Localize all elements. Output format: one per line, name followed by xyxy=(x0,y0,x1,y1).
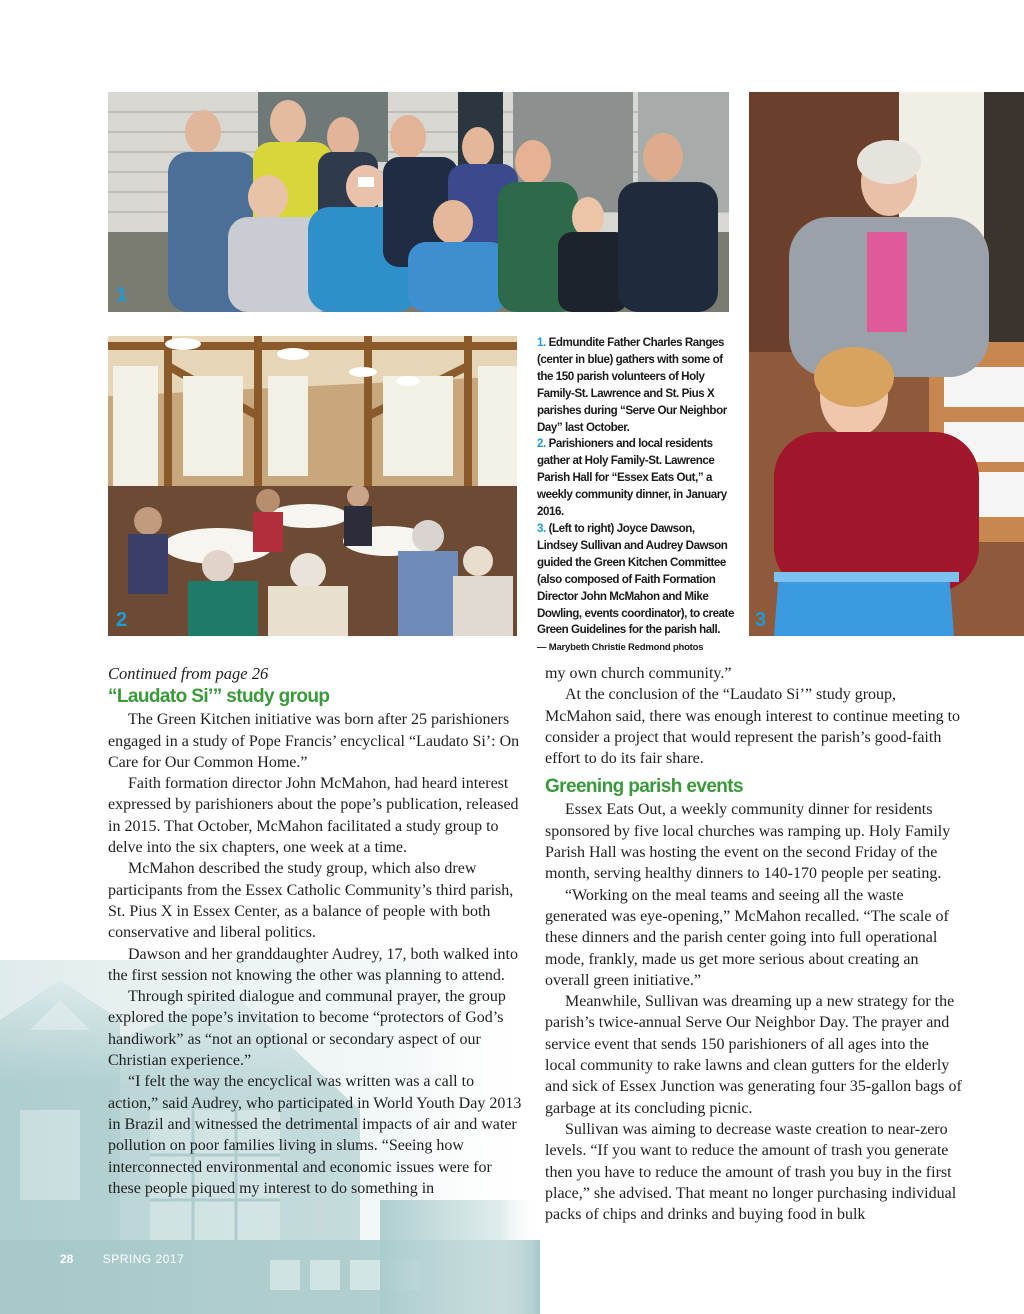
paragraph-continuation: my own church community.” xyxy=(545,665,732,682)
photo-number-2: 2 xyxy=(116,609,128,631)
paragraph: Sullivan was aiming to decrease waste creation to near-zero levels. “If you want to reduce the amount of trash you generate then you have to reduce the amount of trash you buy in the first place,” she advised. That meant no longer purchasing individual packs of chips and drinks and buying food in bulk xyxy=(545,1120,957,1224)
page-footer xyxy=(60,1252,184,1266)
caption-text-3: (Left to right) Joyce Dawson, Lindsey Sullivan and Audrey Dawson guided the Green Kitchen Committee (also composed of Faith Formation Director John McMahon and Mike Dowling, events coordinator), to create Green Guidelines for the parish hall. xyxy=(537,521,734,637)
paragraph: Faith formation director John McMahon, had heard interest expressed by parishioners about the pope’s publication, released in 2015. That October, McMahon facilitated a study group to delve into the six chapters, one week at a time. xyxy=(108,775,519,857)
caption-number-1: 1. xyxy=(537,336,546,349)
section-heading-study-group: “Laudato Si’” study group xyxy=(108,686,330,708)
paragraph: Essex Eats Out, a weekly community dinner for residents sponsored by five local churches was ramping up. Holy Family Parish Hall was hosting the event on the second Friday of the month, serving healthy dinners to 140-170 people per seating. xyxy=(545,801,951,883)
caption-text-1: Edmundite Father Charles Ranges (center in blue) gathers with some of the 150 parish volunteers of Holy Family-St. Lawrence and St. Pius X parishes during “Serve Our Neighbor Day” last October. xyxy=(537,336,727,434)
paragraph: Through spirited dialogue and communal prayer, the group explored the pope’s invitation to become “protectors of God’s handiwork” as “not an optional or secondary aspect of our Christian experience.” xyxy=(108,988,506,1070)
photo-number-3: 3 xyxy=(755,609,767,631)
paragraph: The Green Kitchen initiative was born after 25 parishioners engaged in a study of Pope Francis’ encyclical “Laudato Si’: On Care for Our Common Home.” xyxy=(108,711,520,771)
paragraph: “Working on the meal teams and seeing all the waste generated was eye-opening,” McMahon recalled. “The scale of these dinners and the parish center going into full operational mode, frankly, made us get more serious about creating an overall green initiative.” xyxy=(545,886,949,989)
photo-parish-hall-dinner xyxy=(108,336,517,636)
photo-volunteers-group xyxy=(108,92,729,312)
caption-number-3: 3. xyxy=(537,521,546,535)
issue-label: SPRING 2017 xyxy=(102,1252,185,1266)
page-number: 28 xyxy=(60,1252,74,1266)
photo-credit: — Marybeth Christie Redmond photos xyxy=(537,642,704,654)
article-left-column xyxy=(108,663,526,1199)
continued-from-note: Continued from page 26 xyxy=(108,664,269,683)
section-heading-greening-events: Greening parish events xyxy=(545,776,743,798)
paragraph: McMahon described the study group, which also drew participants from the Essex Catholic Community’s third parish, St. Pius X in Essex Center, as a balance of people with both conservative and liberal politics. xyxy=(108,860,514,942)
photo-green-kitchen-committee xyxy=(749,92,1024,636)
paragraph: Dawson and her granddaughter Audrey, 17, both walked into the first session not knowing the other was planning to attend. xyxy=(108,945,518,984)
paragraph: Meanwhile, Sullivan was dreaming up a new strategy for the parish’s twice-annual Serve Our Neighbor Day. The prayer and service event that sends 150 parishioners of all ages into the local community to rake lawns and clean gutters for the elderly and sick of Essex Junction was generating four 35-gallon bags of garbage at its concluding picnic. xyxy=(545,993,962,1117)
caption-text-2: Parishioners and local residents gather at Holy Family-St. Lawrence Parish Hall for “Essex Eats Out,” a weekly community dinner, in January 2016. xyxy=(537,437,727,519)
photo-caption xyxy=(537,335,737,657)
paragraph: At the conclusion of the “Laudato Si’” study group, McMahon said, there was enough interest to continue meeting to consider a project that would represent the parish’s good-faith effort to do its fair share. xyxy=(545,686,961,768)
article-right-column xyxy=(545,663,963,1225)
caption-number-2: 2. xyxy=(537,437,546,451)
paragraph: “I felt the way the encyclical was written was a call to action,” said Audrey, who participated in World Youth Day 2013 in Brazil and witnessed the detrimental impacts of air and water pollution on poor families living in slums. “Seeing how interconnected environmental and economic issues were for these people piqued my interest to do something in xyxy=(108,1073,522,1197)
photo-number-1: 1 xyxy=(116,284,128,306)
